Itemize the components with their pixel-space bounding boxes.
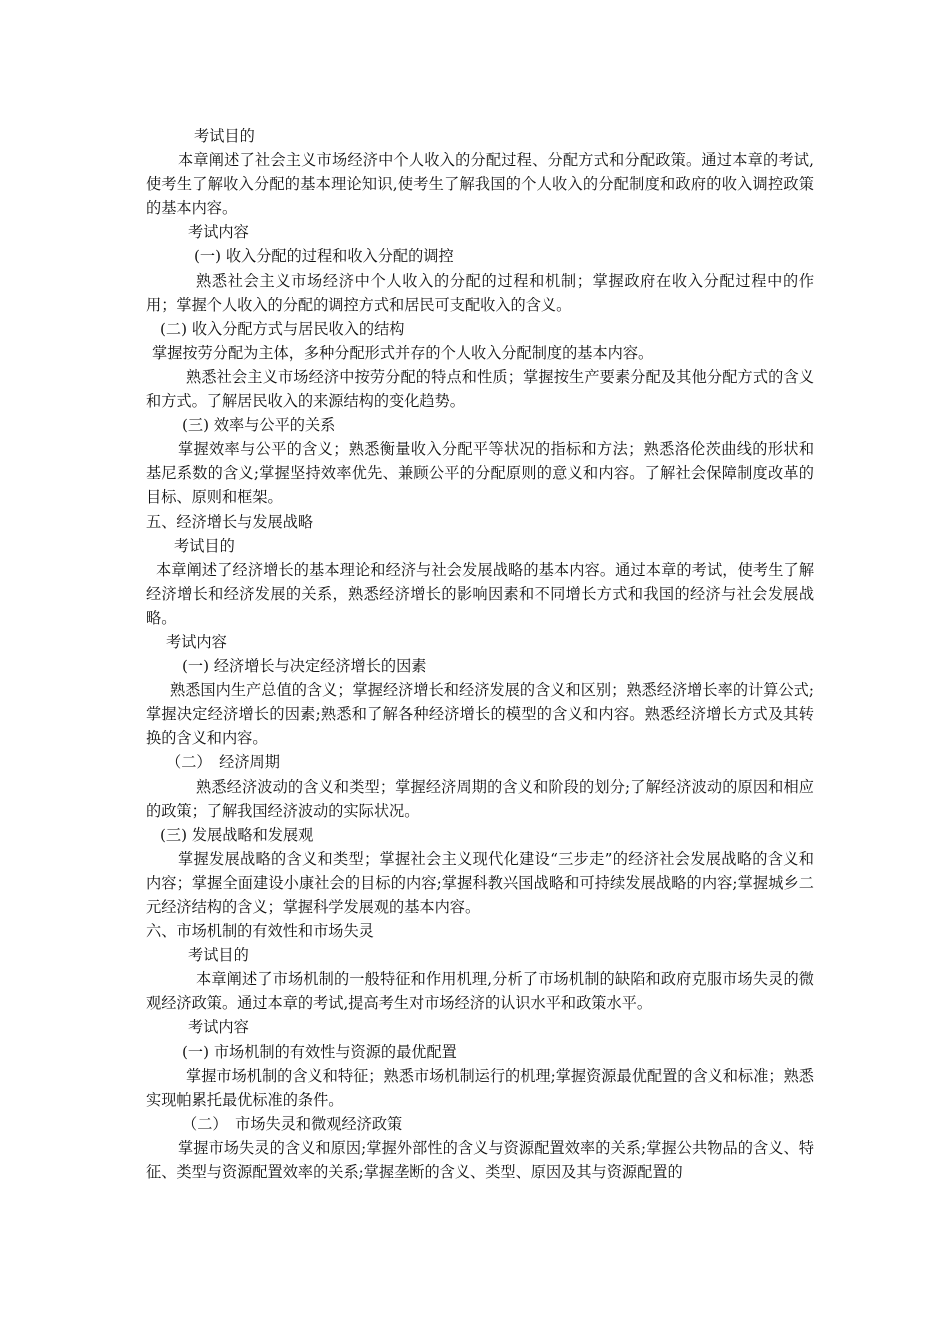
section4-goal-text: 本章阐述了社会主义市场经济中个人收入的分配过程、分配方式和分配政策。通过本章的考试,使考生了解收入分配的基本理论知识,使考生了解我国的个人收入的分配制度和政府的收入调控政策的基本内容。	[146, 151, 814, 218]
section5-goal-heading: 考试目的	[174, 536, 235, 555]
section6-title: 六、市场机制的有效性和市场失灵	[146, 922, 374, 941]
section6-item1-title: (一) 市场机制的有效性与资源的最优配置	[182, 1042, 457, 1061]
section4-goal-heading: 考试目的	[194, 127, 255, 145]
section6-item1-text: 掌握市场机制的含义和特征；熟悉市场机制运行的机理;掌握资源最优配置的含义和标准；熟悉实现帕累托最优标准的条件。	[146, 1066, 814, 1109]
section5-item2-text: 熟悉经济波动的含义和类型；掌握经济周期的含义和阶段的划分;了解经济波动的原因和相应的政策；了解我国经济波动的实际状况。	[146, 777, 814, 820]
section4-item3-title: (三) 效率与公平的关系	[182, 416, 336, 435]
section6-content-heading: 考试内容	[188, 1018, 249, 1037]
section5-goal-text: 本章阐述了经济增长的基本理论和经济与社会发展战略的基本内容。通过本章的考试，使考生了解经济增长和经济发展的关系，熟悉经济增长的影响因素和不同增长方式和我国的经济与社会发展战略。	[146, 560, 814, 627]
section4-item2-title: (二) 收入分配方式与居民收入的结构	[160, 319, 405, 338]
section5-item1-title: (一) 经济增长与决定经济增长的因素	[182, 657, 427, 676]
section5-item1-text: 熟悉国内生产总值的含义；掌握经济增长和经济发展的含义和区别；熟悉经济增长率的计算公式;掌握决定经济增长的因素;熟悉和了解各种经济增长的模型的含义和内容。熟悉经济增长方式及其转换的含义和内容。	[146, 681, 814, 748]
section4-item2-text-b: 熟悉社会主义市场经济中按劳分配的特点和性质；掌握按生产要素分配及其他分配方式的含义和方式。了解居民收入的来源结构的变化趋势。	[146, 367, 814, 411]
section4-item1-title: (一) 收入分配的过程和收入分配的调控	[194, 247, 454, 266]
section6-item2-title: （二） 市场失灵和微观经济政策	[182, 1114, 403, 1133]
section5-item3-text: 掌握发展战略的含义和类型；掌握社会主义现代化建设“三步走”的经济社会发展战略的含义和内容；掌握全面建设小康社会的目标的内容;掌握科教兴国战略和可持续发展战略的内容;掌握城乡二元经济结构的含义；掌握科学发展观的基本内容。	[146, 849, 814, 916]
section6-goal-text: 本章阐述了市场机制的一般特征和作用机理,分析了市场机制的缺陷和政府克服市场失灵的微观经济政策。通过本章的考试,提高考生对市场经济的认识水平和政策水平。	[146, 970, 814, 1013]
section4-item1-text: 熟悉社会主义市场经济中个人收入的分配的过程和机制；掌握政府在收入分配过程中的作用；掌握个人收入的分配的调控方式和居民可支配收入的含义。	[146, 271, 814, 314]
section5-title: 五、经济增长与发展战略	[146, 512, 314, 531]
section5-content-heading: 考试内容	[166, 632, 227, 651]
section5-item2-title: （二） 经济周期	[166, 753, 280, 772]
section4-item3-text: 掌握效率与公平的含义；熟悉衡量收入分配平等状况的指标和方法；熟悉洛伦茨曲线的形状和基尼系数的含义;掌握坚持效率优先、兼顾公平的分配原则的意义和内容。了解社会保障制度改革的目标、原则和框架。	[146, 440, 814, 507]
document-body	[146, 124, 814, 1184]
section4-item2-text-a: 掌握按劳分配为主体，多种分配形式并存的个人收入分配制度的基本内容。	[152, 343, 654, 362]
section4-content-heading: 考试内容	[188, 223, 249, 242]
section6-goal-heading: 考试目的	[188, 946, 249, 965]
section5-item3-title: (三) 发展战略和发展观	[160, 825, 314, 844]
section6-item2-text: 掌握市场失灵的含义和原因;掌握外部性的含义与资源配置效率的关系;掌握公共物品的含义、特征、类型与资源配置效率的关系;掌握垄断的含义、类型、原因及其与资源配置的	[146, 1138, 814, 1182]
